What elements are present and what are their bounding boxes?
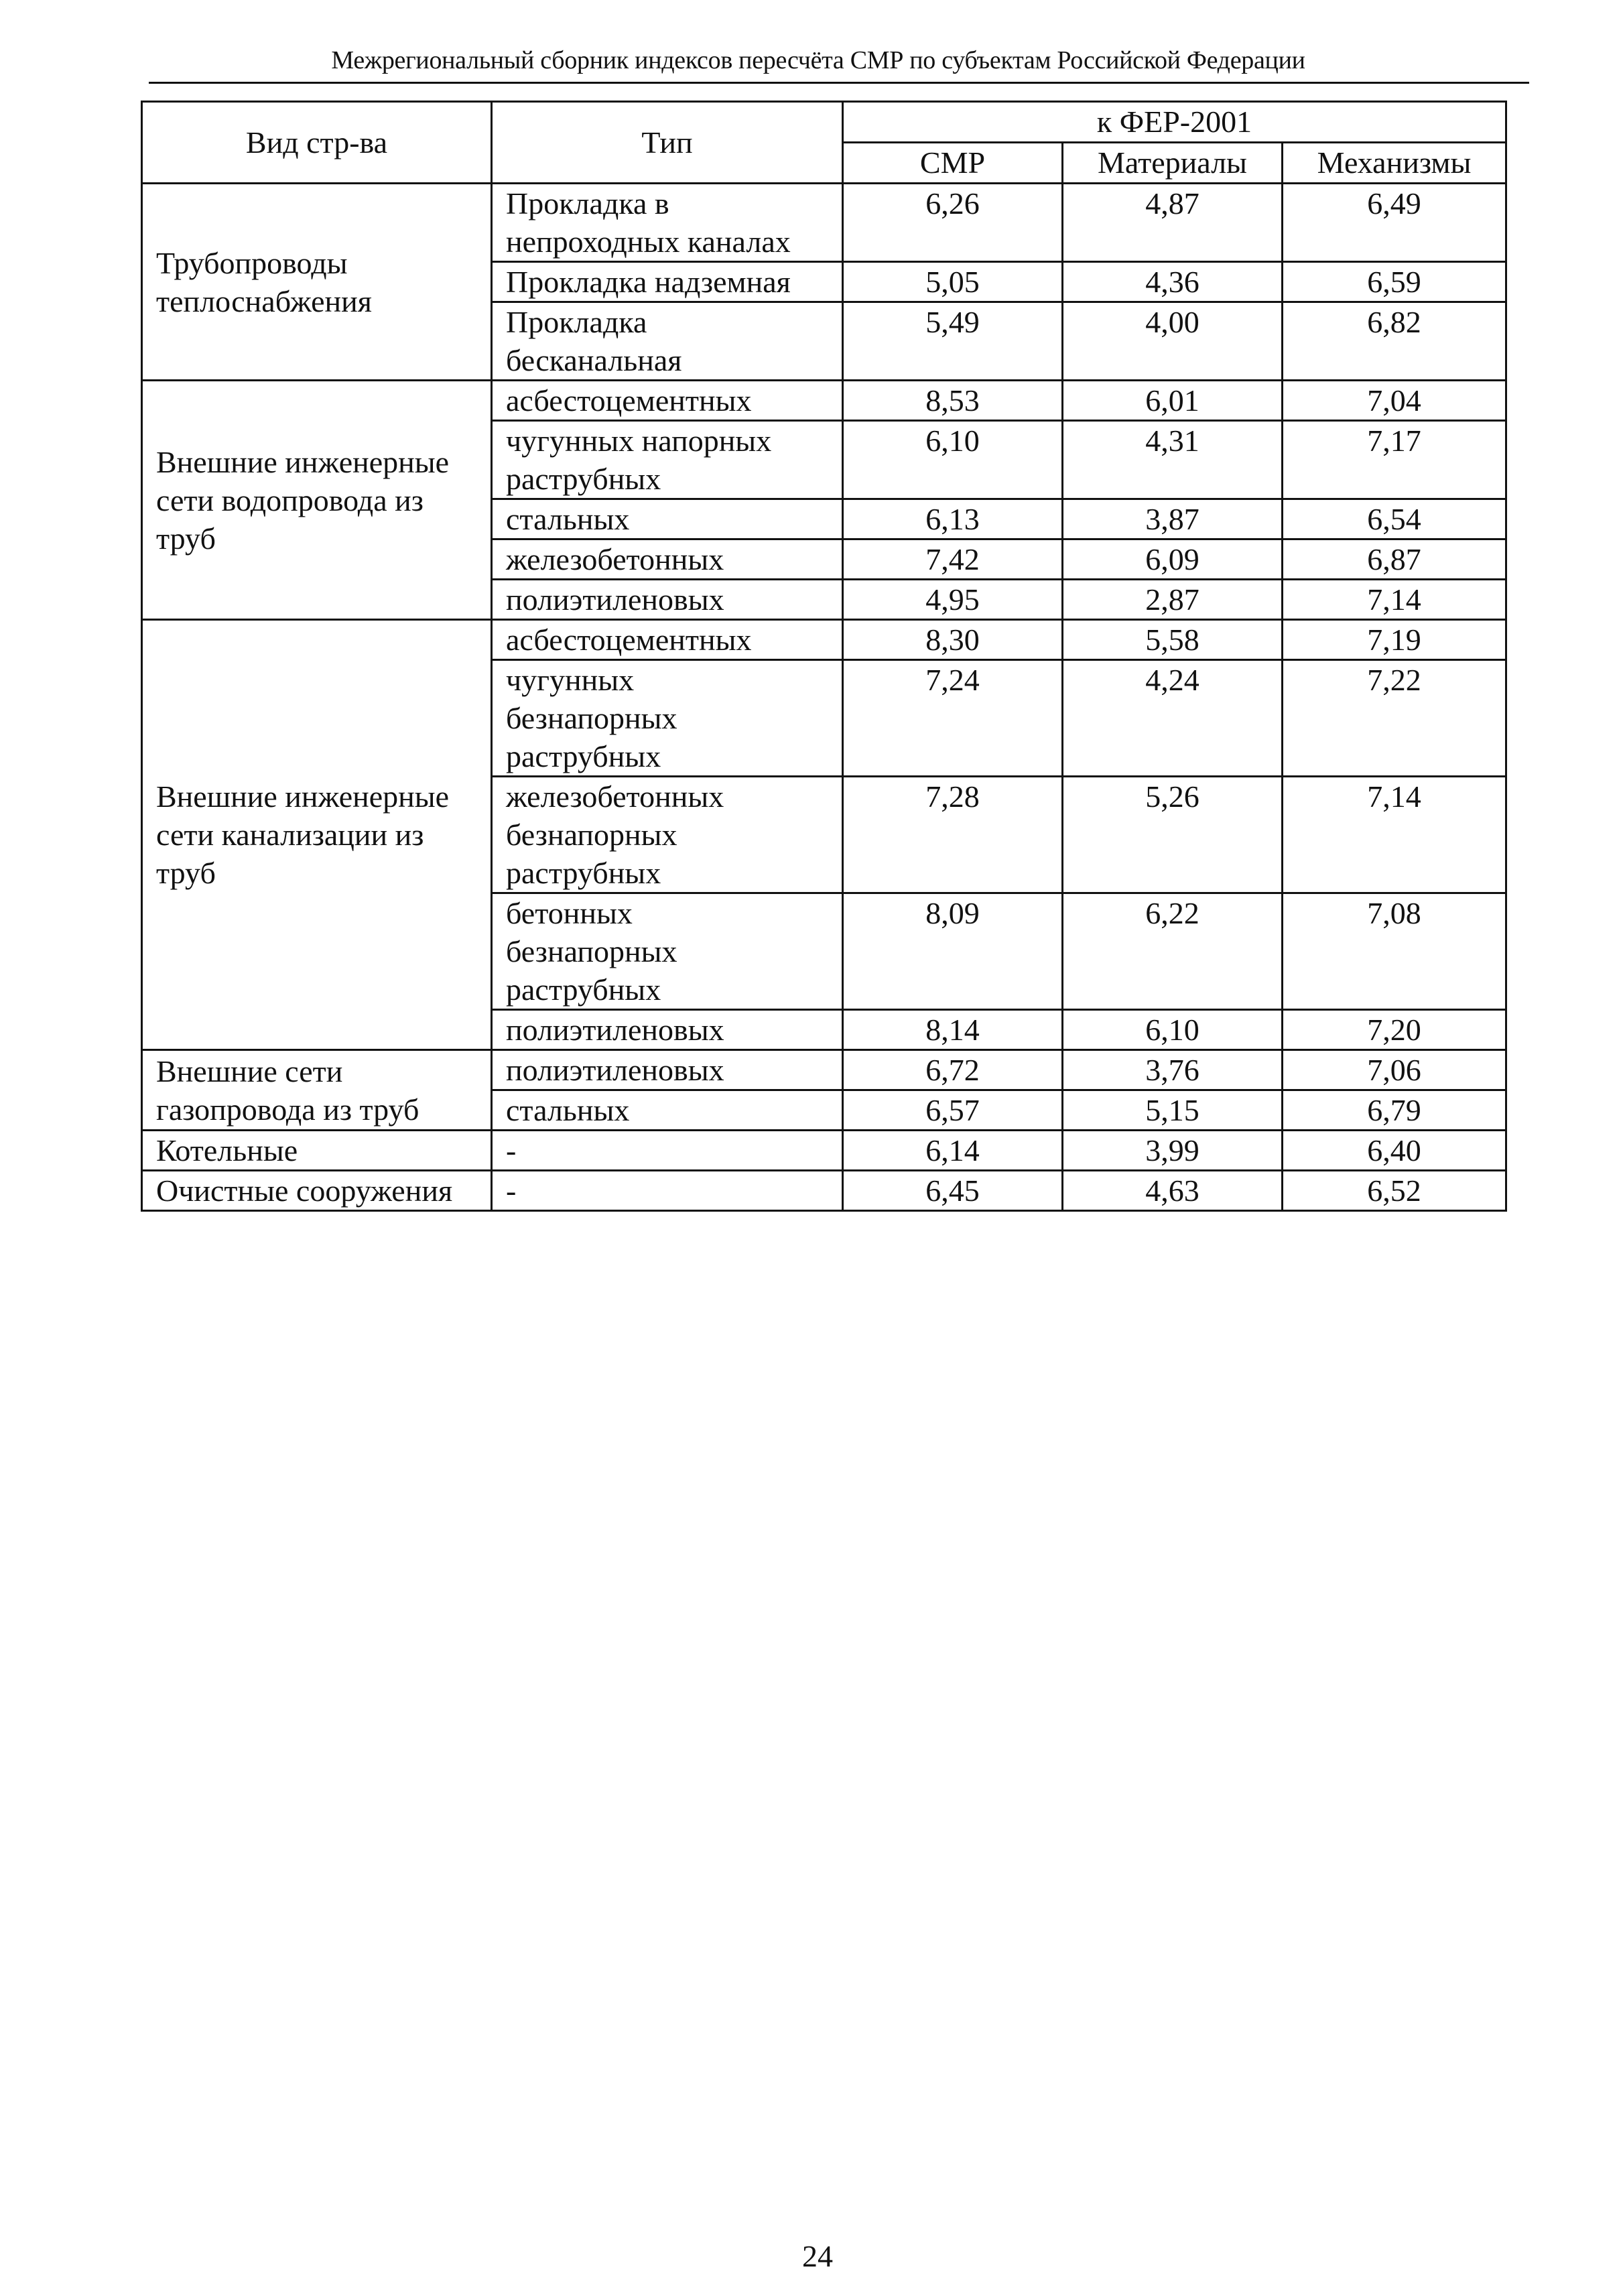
cell-mechanisms: 6,52 — [1283, 1171, 1506, 1211]
cell-smr: 6,10 — [843, 421, 1063, 499]
table-head — [142, 102, 1506, 184]
table-row — [142, 1131, 1506, 1171]
cell-tip: - — [492, 1131, 843, 1171]
cell-materials: 2,87 — [1063, 580, 1283, 620]
cell-smr: 6,72 — [843, 1050, 1063, 1090]
col-header-mechanisms: Механизмы — [1283, 143, 1506, 184]
cell-smr: 7,28 — [843, 777, 1063, 893]
cell-vid: Очистные сооружения — [142, 1171, 492, 1211]
cell-vid: Внешние инженерные сети водопровода из труб — [142, 381, 492, 620]
cell-smr: 8,30 — [843, 620, 1063, 660]
cell-mechanisms: 7,08 — [1283, 893, 1506, 1010]
cell-smr: 7,24 — [843, 660, 1063, 777]
cell-mechanisms: 6,87 — [1283, 539, 1506, 580]
col-header-vid: Вид стр-ва — [142, 102, 492, 184]
col-header-tip: Тип — [492, 102, 843, 184]
cell-materials: 6,10 — [1063, 1010, 1283, 1050]
cell-smr: 6,14 — [843, 1131, 1063, 1171]
cell-mechanisms: 7,17 — [1283, 421, 1506, 499]
cell-smr: 5,05 — [843, 262, 1063, 302]
cell-materials: 5,15 — [1063, 1090, 1283, 1131]
cell-tip: бетонных безнапорных раструбных — [492, 893, 843, 1010]
col-header-materials: Материалы — [1063, 143, 1283, 184]
cell-tip: Прокладка бесканальная — [492, 302, 843, 381]
cell-smr: 6,26 — [843, 184, 1063, 262]
cell-materials: 3,99 — [1063, 1131, 1283, 1171]
cell-tip: асбестоцементных — [492, 381, 843, 421]
cell-vid: Внешние инженерные сети канализации из труб — [142, 620, 492, 1050]
cell-materials: 4,00 — [1063, 302, 1283, 381]
page-header-title: Межрегиональный сборник индексов пересчёта СМР по субъектам Российской Федерации — [331, 46, 1305, 74]
cell-smr: 7,42 — [843, 539, 1063, 580]
cell-tip: асбестоцементных — [492, 620, 843, 660]
cell-mechanisms: 6,59 — [1283, 262, 1506, 302]
header-rule — [149, 82, 1529, 84]
cell-mechanisms: 6,79 — [1283, 1090, 1506, 1131]
cell-smr: 8,53 — [843, 381, 1063, 421]
cell-materials: 3,76 — [1063, 1050, 1283, 1090]
cell-tip: Прокладка надземная — [492, 262, 843, 302]
table-row — [142, 1171, 1506, 1211]
cell-mechanisms: 6,82 — [1283, 302, 1506, 381]
cell-smr: 4,95 — [843, 580, 1063, 620]
cell-materials: 6,09 — [1063, 539, 1283, 580]
cell-materials: 4,31 — [1063, 421, 1283, 499]
cell-mechanisms: 7,14 — [1283, 777, 1506, 893]
cell-mechanisms: 7,06 — [1283, 1050, 1506, 1090]
table-row — [142, 1050, 1506, 1090]
table-body — [142, 184, 1506, 1211]
cell-vid: Трубопроводы теплоснабжения — [142, 184, 492, 381]
cell-materials: 5,58 — [1063, 620, 1283, 660]
cell-smr: 6,13 — [843, 499, 1063, 539]
index-table — [141, 101, 1507, 1212]
cell-tip: железобетонных — [492, 539, 843, 580]
cell-mechanisms: 6,40 — [1283, 1131, 1506, 1171]
cell-smr: 8,14 — [843, 1010, 1063, 1050]
cell-tip: стальных — [492, 1090, 843, 1131]
cell-tip: железобетонных безнапорных раструбных — [492, 777, 843, 893]
cell-materials: 4,24 — [1063, 660, 1283, 777]
cell-materials: 5,26 — [1063, 777, 1283, 893]
cell-mechanisms: 7,04 — [1283, 381, 1506, 421]
cell-tip: полиэтиленовых — [492, 1050, 843, 1090]
page-number: 24 — [802, 2239, 833, 2273]
cell-tip: полиэтиленовых — [492, 1010, 843, 1050]
cell-tip: - — [492, 1171, 843, 1211]
cell-materials: 4,36 — [1063, 262, 1283, 302]
cell-tip: полиэтиленовых — [492, 580, 843, 620]
cell-mechanisms: 7,19 — [1283, 620, 1506, 660]
cell-mechanisms: 7,20 — [1283, 1010, 1506, 1050]
cell-materials: 4,87 — [1063, 184, 1283, 262]
cell-tip: стальных — [492, 499, 843, 539]
cell-tip: Прокладка в непроходных каналах — [492, 184, 843, 262]
table-row — [142, 620, 1506, 660]
col-header-smr: СМР — [843, 143, 1063, 184]
cell-tip: чугунных напорных раструбных — [492, 421, 843, 499]
cell-tip: чугунных безнапорных раструбных — [492, 660, 843, 777]
cell-vid: Внешние сети газопровода из труб — [142, 1050, 492, 1131]
cell-vid: Котельные — [142, 1131, 492, 1171]
cell-smr: 5,49 — [843, 302, 1063, 381]
cell-materials: 6,22 — [1063, 893, 1283, 1010]
table-row — [142, 381, 1506, 421]
cell-smr: 8,09 — [843, 893, 1063, 1010]
col-header-group: к ФЕР-2001 — [843, 102, 1506, 143]
cell-materials: 3,87 — [1063, 499, 1283, 539]
cell-smr: 6,45 — [843, 1171, 1063, 1211]
cell-smr: 6,57 — [843, 1090, 1063, 1131]
cell-materials: 6,01 — [1063, 381, 1283, 421]
cell-mechanisms: 6,54 — [1283, 499, 1506, 539]
table-row — [142, 184, 1506, 262]
cell-mechanisms: 7,22 — [1283, 660, 1506, 777]
cell-mechanisms: 7,14 — [1283, 580, 1506, 620]
cell-mechanisms: 6,49 — [1283, 184, 1506, 262]
cell-materials: 4,63 — [1063, 1171, 1283, 1211]
